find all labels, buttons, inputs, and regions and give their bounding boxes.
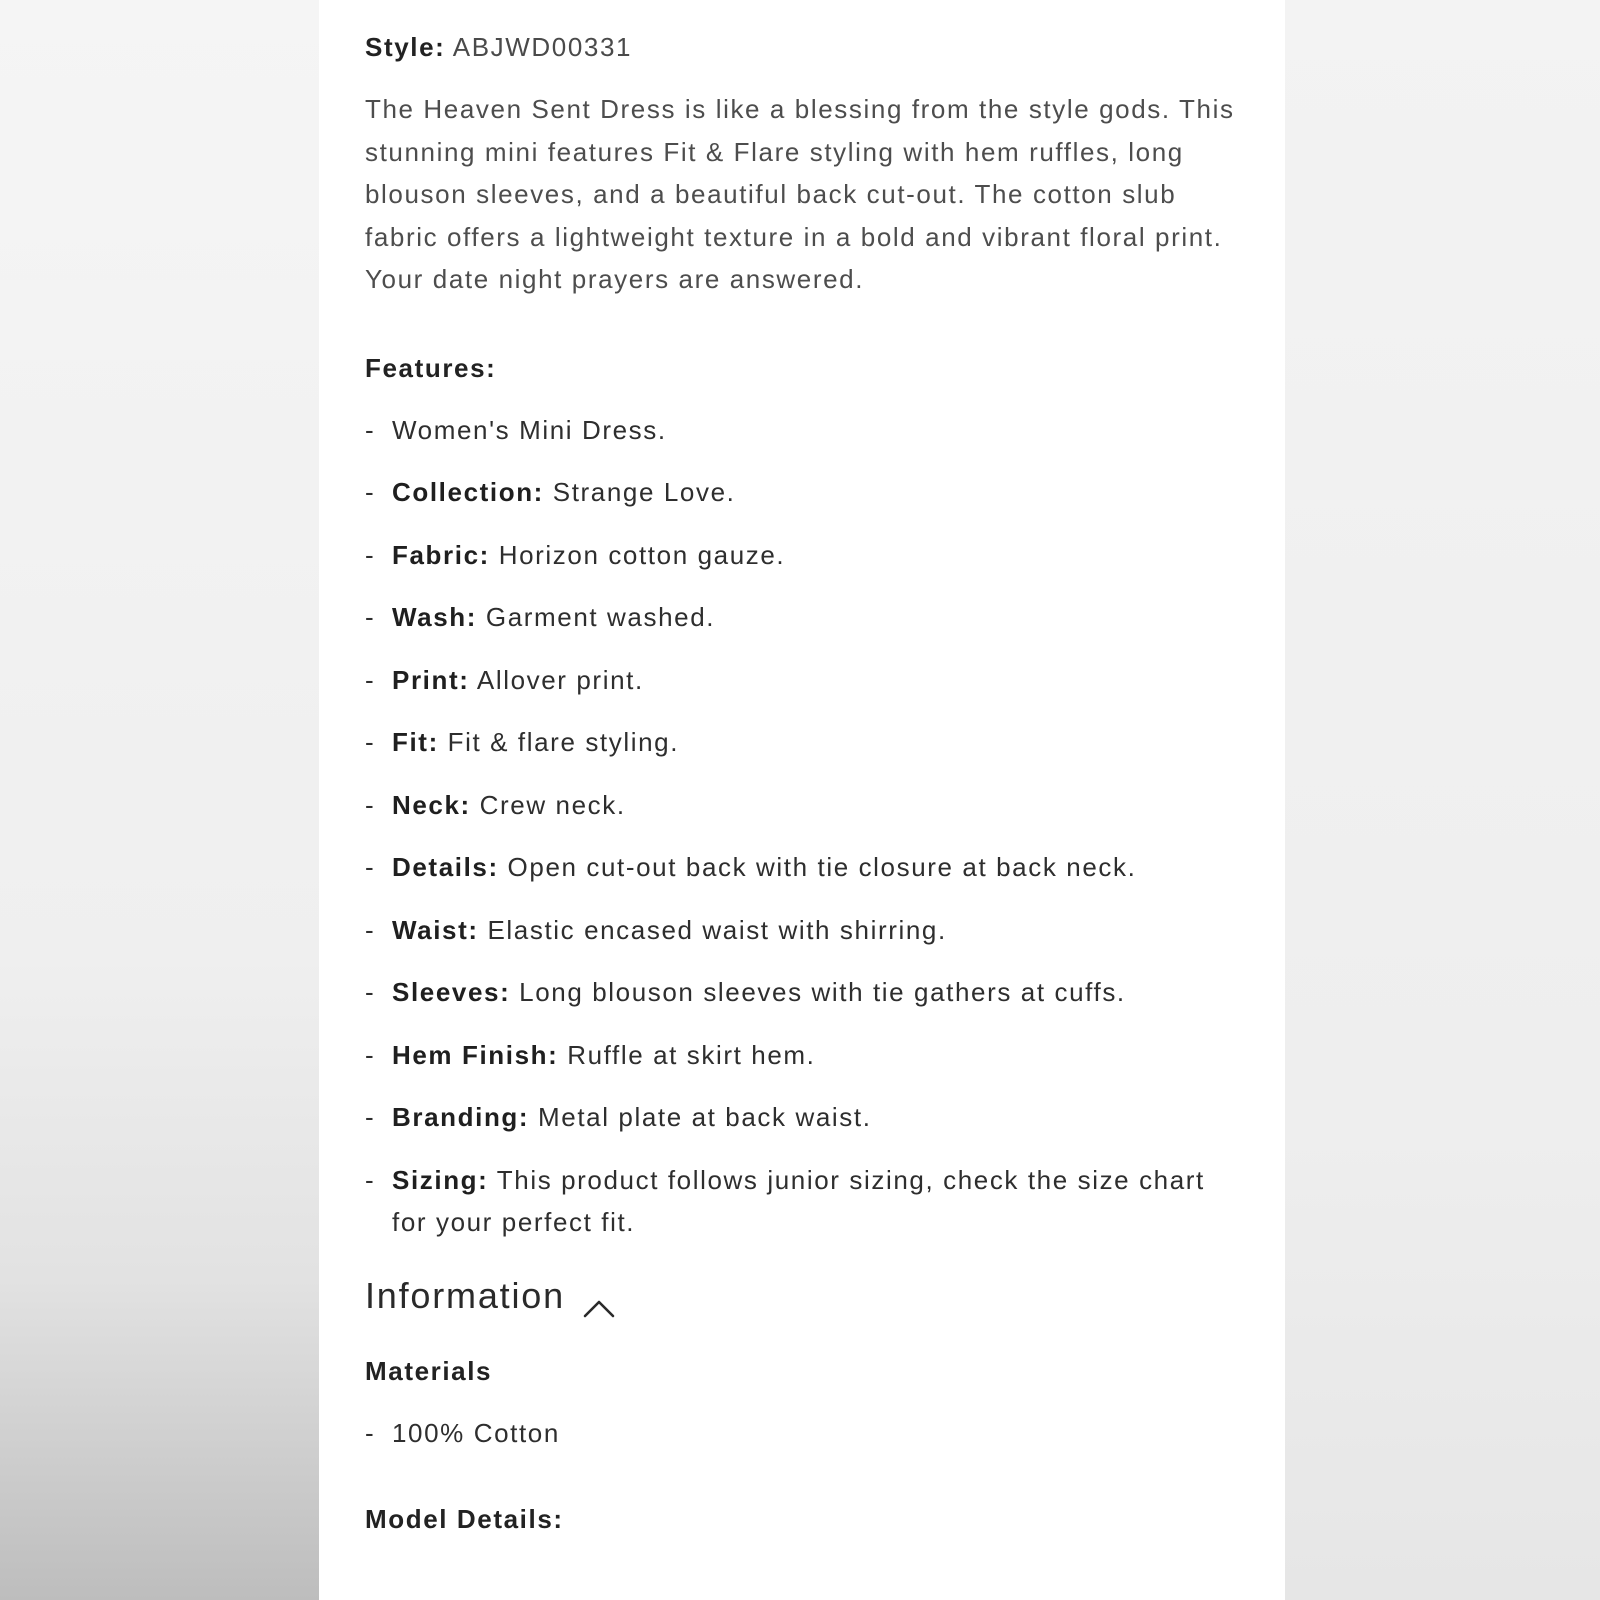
- feature-item: - Sizing: This product follows junior sizing, check the size chart for your perfect fit.: [365, 1159, 1245, 1244]
- bullet-dash: -: [365, 414, 376, 445]
- feature-item: - Details: Open cut-out back with tie closure at back neck.: [365, 846, 1245, 889]
- bullet-dash: -: [365, 1039, 376, 1070]
- feature-item: - Fit: Fit & flare styling.: [365, 721, 1245, 764]
- feature-item: - Waist: Elastic encased waist with shirring.: [365, 909, 1245, 952]
- product-details-panel: [319, 0, 1285, 1600]
- features-list: [365, 409, 1245, 1244]
- bullet-dash: -: [365, 664, 376, 695]
- feature-item: - Neck: Crew neck.: [365, 784, 1245, 827]
- product-description: The Heaven Sent Dress is like a blessing from the style gods. This stunning mini features Fit & Flare styling with hem ruffles, long blouson sleeves, and a beautiful back cut-out. The cotton slub fabric offers a lightweight texture in a bold and vibrant floral print. Your date night prayers are answered.: [365, 94, 1235, 294]
- bullet-dash: -: [365, 727, 376, 757]
- bullet-dash: -: [365, 539, 376, 570]
- bullet-dash: -: [365, 852, 376, 882]
- product-details-content: [365, 26, 1245, 1540]
- material-item: - 100% Cotton: [365, 1412, 1245, 1455]
- bullet-dash: -: [365, 1102, 376, 1132]
- chevron-up-icon[interactable]: [581, 1284, 617, 1308]
- materials-heading: Materials: [365, 1355, 493, 1386]
- bullet-dash: -: [365, 977, 376, 1007]
- bullet-dash: -: [365, 914, 376, 945]
- feature-item: - Print: Allover print.: [365, 659, 1245, 702]
- style-value: ABJWD00331: [452, 32, 633, 62]
- feature-item: - Fabric: Horizon cotton gauze.: [365, 534, 1245, 577]
- background-left: [0, 0, 319, 1600]
- style-label: Style:: [365, 32, 446, 62]
- information-heading: Information: [365, 1274, 565, 1316]
- feature-item: - Women's Mini Dress.: [365, 409, 1245, 452]
- feature-item: - Sleeves: Long blouson sleeves with tie gathers at cuffs.: [365, 971, 1245, 1014]
- feature-item: - Hem Finish: Ruffle at skirt hem.: [365, 1034, 1245, 1077]
- model-details-heading: Model Details:: [365, 1504, 564, 1534]
- bullet-dash: -: [365, 1164, 376, 1195]
- features-heading: Features:: [365, 352, 497, 383]
- feature-item: - Wash: Garment washed.: [365, 596, 1245, 639]
- bullet-dash: -: [365, 602, 376, 632]
- bullet-dash: -: [365, 477, 376, 507]
- bullet-dash: -: [365, 1417, 376, 1448]
- feature-item: - Branding: Metal plate at back waist.: [365, 1096, 1245, 1139]
- style-line: [365, 26, 1245, 68]
- bullet-dash: -: [365, 789, 376, 820]
- feature-item: - Collection: Strange Love.: [365, 471, 1245, 514]
- information-toggle[interactable]: [365, 1272, 1245, 1320]
- materials-list: [365, 1412, 1245, 1455]
- background-right: [1285, 0, 1600, 1600]
